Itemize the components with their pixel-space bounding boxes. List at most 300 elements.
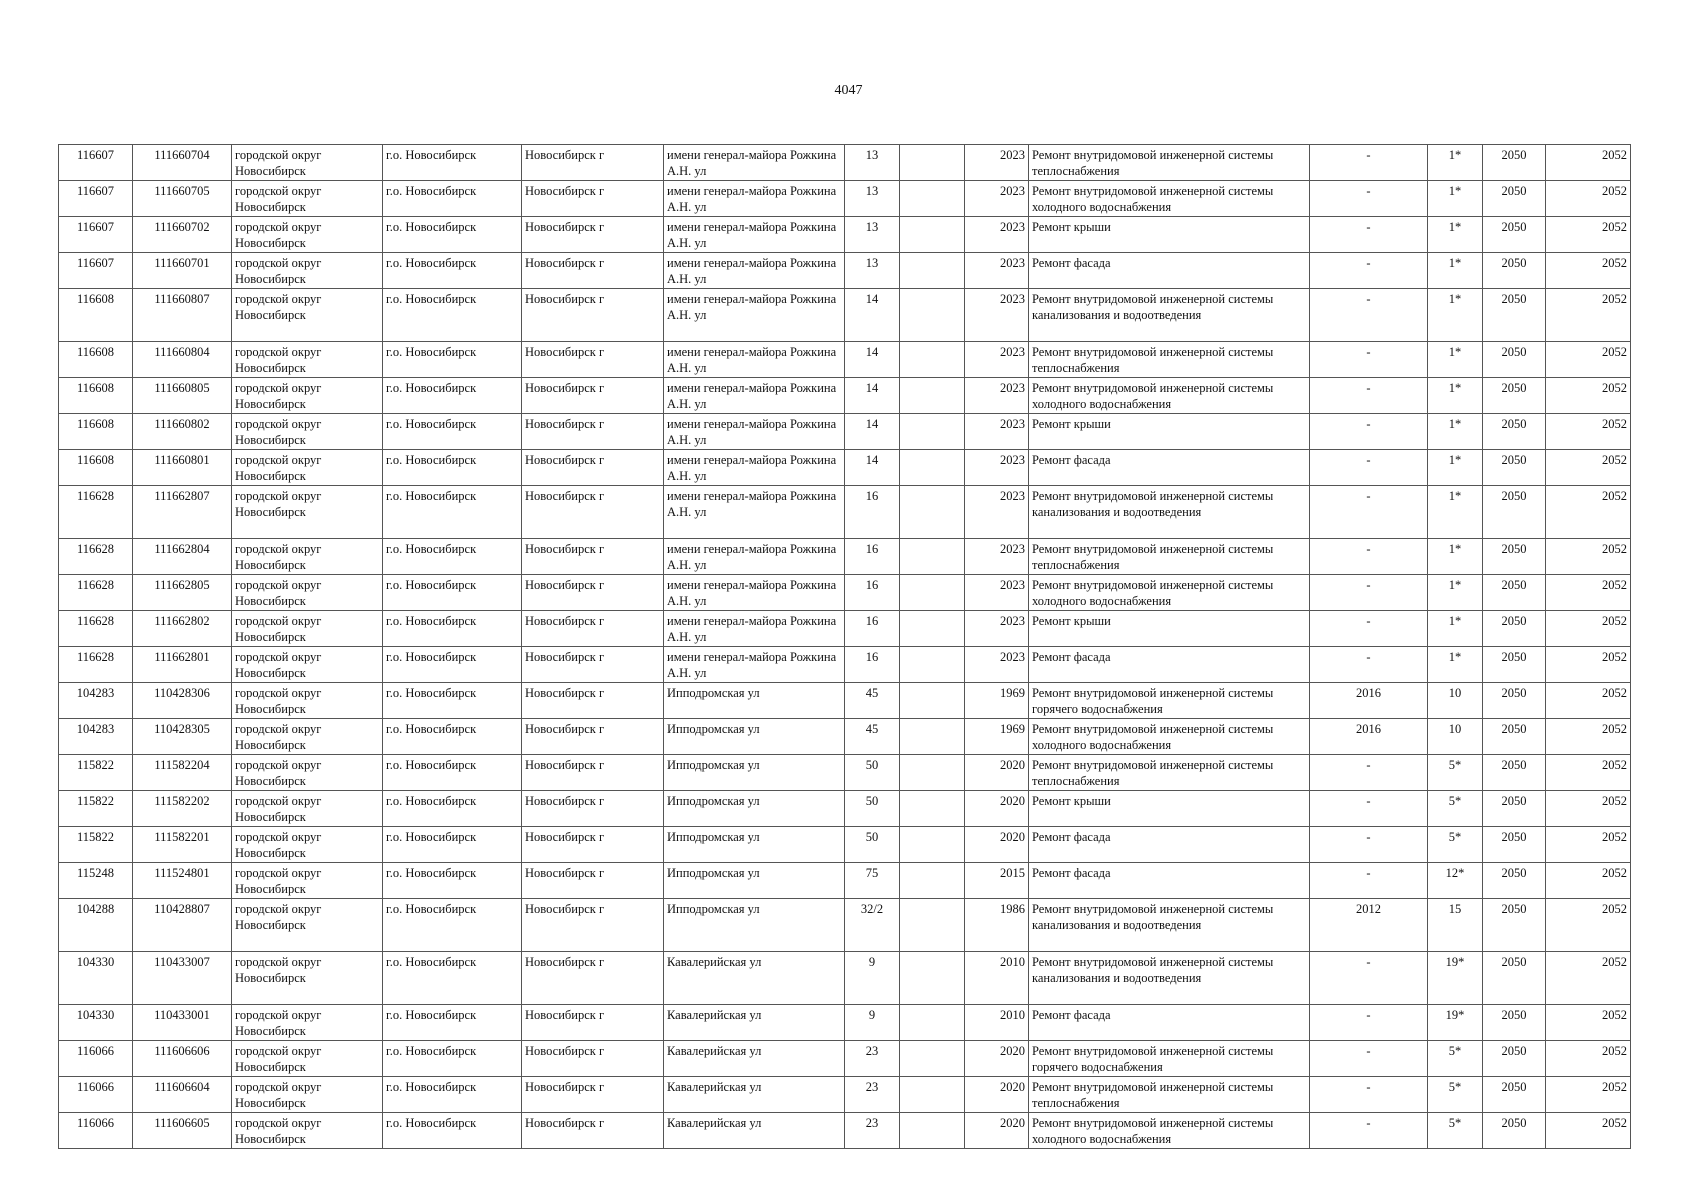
cell-code: 111660802 (133, 414, 232, 450)
cell-work-type: Ремонт внутридомовой инженерной системы теплоснабжения (1029, 1077, 1310, 1113)
cell-house: 16 (845, 647, 900, 683)
cell-year-built: 2023 (965, 145, 1029, 181)
cell-last-repair: 2016 (1310, 719, 1428, 755)
cell-id: 116607 (59, 253, 133, 289)
registry-body (59, 145, 1631, 1149)
cell-house: 75 (845, 863, 900, 899)
cell-street: Ипподромская ул (664, 863, 845, 899)
cell-street: Ипподромская ул (664, 791, 845, 827)
cell-work-type: Ремонт крыши (1029, 791, 1310, 827)
cell-plan-to: 2052 (1546, 575, 1631, 611)
table-row (59, 647, 1631, 683)
cell-value: 19* (1428, 952, 1483, 1005)
cell-street: имени генерал-майора Рожкина А.Н. ул (664, 289, 845, 342)
cell-municipality: городской округ Новосибирск (232, 755, 383, 791)
cell-year-built: 2023 (965, 342, 1029, 378)
cell-work-type: Ремонт внутридомовой инженерной системы холодного водоснабжения (1029, 719, 1310, 755)
cell-work-type: Ремонт фасада (1029, 450, 1310, 486)
cell-id: 104283 (59, 719, 133, 755)
cell-year-built: 2023 (965, 450, 1029, 486)
cell-work-type: Ремонт внутридомовой инженерной системы горячего водоснабжения (1029, 1041, 1310, 1077)
table-row (59, 1077, 1631, 1113)
cell-work-type: Ремонт фасада (1029, 253, 1310, 289)
cell-municipality: городской округ Новосибирск (232, 253, 383, 289)
cell-municipality: городской округ Новосибирск (232, 1041, 383, 1077)
cell-last-repair: - (1310, 253, 1428, 289)
cell-plan-to: 2052 (1546, 1005, 1631, 1041)
cell-municipality: городской округ Новосибирск (232, 342, 383, 378)
cell-work-type: Ремонт внутридомовой инженерной системы канализования и водоотведения (1029, 899, 1310, 952)
cell-plan-to: 2052 (1546, 719, 1631, 755)
table-row (59, 952, 1631, 1005)
cell-house: 13 (845, 253, 900, 289)
cell-last-repair: - (1310, 181, 1428, 217)
cell-municipality: городской округ Новосибирск (232, 1005, 383, 1041)
cell-plan-from: 2050 (1483, 253, 1546, 289)
cell-id: 116607 (59, 181, 133, 217)
cell-house: 50 (845, 827, 900, 863)
cell-code: 111662802 (133, 611, 232, 647)
cell-plan-from: 2050 (1483, 719, 1546, 755)
cell-plan-from: 2050 (1483, 1077, 1546, 1113)
cell-work-type: Ремонт внутридомовой инженерной системы теплоснабжения (1029, 755, 1310, 791)
cell-value: 1* (1428, 217, 1483, 253)
cell-plan-from: 2050 (1483, 575, 1546, 611)
cell-work-type: Ремонт фасада (1029, 863, 1310, 899)
cell-city: Новосибирск г (522, 899, 664, 952)
cell-year-built: 2020 (965, 1077, 1029, 1113)
cell-id: 116628 (59, 611, 133, 647)
cell-work-type: Ремонт внутридомовой инженерной системы холодного водоснабжения (1029, 575, 1310, 611)
cell-district: г.о. Новосибирск (383, 575, 522, 611)
table-row (59, 575, 1631, 611)
cell-municipality: городской округ Новосибирск (232, 378, 383, 414)
cell-year-built: 2023 (965, 575, 1029, 611)
cell-building (900, 952, 965, 1005)
cell-work-type: Ремонт внутридомовой инженерной системы теплоснабжения (1029, 342, 1310, 378)
cell-street: имени генерал-майора Рожкина А.Н. ул (664, 181, 845, 217)
cell-plan-to: 2052 (1546, 863, 1631, 899)
cell-plan-to: 2052 (1546, 217, 1631, 253)
cell-plan-from: 2050 (1483, 486, 1546, 539)
cell-id: 115822 (59, 755, 133, 791)
cell-code: 111582204 (133, 755, 232, 791)
cell-value: 1* (1428, 575, 1483, 611)
cell-code: 111660705 (133, 181, 232, 217)
table-row (59, 539, 1631, 575)
cell-code: 111660805 (133, 378, 232, 414)
cell-street: имени генерал-майора Рожкина А.Н. ул (664, 575, 845, 611)
cell-city: Новосибирск г (522, 1077, 664, 1113)
cell-plan-to: 2052 (1546, 1041, 1631, 1077)
cell-municipality: городской округ Новосибирск (232, 414, 383, 450)
table-row (59, 181, 1631, 217)
cell-plan-to: 2052 (1546, 827, 1631, 863)
cell-district: г.о. Новосибирск (383, 863, 522, 899)
cell-code: 111606604 (133, 1077, 232, 1113)
cell-plan-from: 2050 (1483, 342, 1546, 378)
cell-last-repair: 2016 (1310, 683, 1428, 719)
cell-year-built: 2010 (965, 952, 1029, 1005)
cell-city: Новосибирск г (522, 289, 664, 342)
cell-city: Новосибирск г (522, 683, 664, 719)
cell-district: г.о. Новосибирск (383, 145, 522, 181)
cell-plan-from: 2050 (1483, 450, 1546, 486)
cell-value: 5* (1428, 1041, 1483, 1077)
cell-plan-from: 2050 (1483, 791, 1546, 827)
cell-value: 1* (1428, 647, 1483, 683)
cell-value: 1* (1428, 378, 1483, 414)
cell-work-type: Ремонт фасада (1029, 1005, 1310, 1041)
cell-code: 110428807 (133, 899, 232, 952)
cell-plan-to: 2052 (1546, 289, 1631, 342)
cell-district: г.о. Новосибирск (383, 342, 522, 378)
cell-city: Новосибирск г (522, 217, 664, 253)
cell-municipality: городской округ Новосибирск (232, 952, 383, 1005)
cell-house: 23 (845, 1113, 900, 1149)
cell-house: 14 (845, 414, 900, 450)
cell-last-repair: - (1310, 1041, 1428, 1077)
cell-municipality: городской округ Новосибирск (232, 863, 383, 899)
cell-plan-from: 2050 (1483, 611, 1546, 647)
cell-code: 111660704 (133, 145, 232, 181)
table-row (59, 414, 1631, 450)
table-row (59, 611, 1631, 647)
cell-plan-to: 2052 (1546, 791, 1631, 827)
cell-year-built: 1969 (965, 683, 1029, 719)
cell-house: 23 (845, 1041, 900, 1077)
cell-code: 111662805 (133, 575, 232, 611)
cell-plan-from: 2050 (1483, 683, 1546, 719)
cell-municipality: городской округ Новосибирск (232, 899, 383, 952)
cell-building (900, 181, 965, 217)
cell-value: 1* (1428, 450, 1483, 486)
cell-year-built: 2023 (965, 217, 1029, 253)
cell-building (900, 145, 965, 181)
cell-year-built: 2023 (965, 647, 1029, 683)
cell-district: г.о. Новосибирск (383, 450, 522, 486)
cell-district: г.о. Новосибирск (383, 217, 522, 253)
table-row (59, 1041, 1631, 1077)
cell-last-repair: - (1310, 486, 1428, 539)
cell-plan-from: 2050 (1483, 647, 1546, 683)
cell-city: Новосибирск г (522, 647, 664, 683)
cell-house: 32/2 (845, 899, 900, 952)
cell-house: 14 (845, 378, 900, 414)
cell-city: Новосибирск г (522, 253, 664, 289)
cell-building (900, 719, 965, 755)
table-row (59, 145, 1631, 181)
cell-last-repair: - (1310, 539, 1428, 575)
cell-district: г.о. Новосибирск (383, 719, 522, 755)
table-row (59, 1113, 1631, 1149)
cell-city: Новосибирск г (522, 755, 664, 791)
cell-id: 116628 (59, 486, 133, 539)
cell-city: Новосибирск г (522, 414, 664, 450)
cell-code: 110433001 (133, 1005, 232, 1041)
cell-id: 116628 (59, 575, 133, 611)
cell-value: 10 (1428, 683, 1483, 719)
cell-plan-to: 2052 (1546, 611, 1631, 647)
cell-city: Новосибирск г (522, 539, 664, 575)
table-row (59, 450, 1631, 486)
cell-district: г.о. Новосибирск (383, 378, 522, 414)
cell-plan-to: 2052 (1546, 181, 1631, 217)
cell-work-type: Ремонт фасада (1029, 647, 1310, 683)
cell-code: 111662801 (133, 647, 232, 683)
cell-city: Новосибирск г (522, 145, 664, 181)
table-row (59, 378, 1631, 414)
cell-house: 13 (845, 145, 900, 181)
cell-work-type: Ремонт внутридомовой инженерной системы теплоснабжения (1029, 539, 1310, 575)
cell-year-built: 2020 (965, 1041, 1029, 1077)
cell-street: Кавалерийская ул (664, 952, 845, 1005)
cell-house: 16 (845, 575, 900, 611)
cell-house: 14 (845, 342, 900, 378)
cell-district: г.о. Новосибирск (383, 899, 522, 952)
table-row (59, 791, 1631, 827)
cell-plan-to: 2052 (1546, 378, 1631, 414)
cell-building (900, 342, 965, 378)
cell-district: г.о. Новосибирск (383, 1113, 522, 1149)
cell-code: 111660801 (133, 450, 232, 486)
cell-street: Кавалерийская ул (664, 1005, 845, 1041)
cell-plan-to: 2052 (1546, 1113, 1631, 1149)
cell-id: 116608 (59, 342, 133, 378)
cell-plan-from: 2050 (1483, 1113, 1546, 1149)
cell-street: имени генерал-майора Рожкина А.Н. ул (664, 342, 845, 378)
cell-plan-from: 2050 (1483, 181, 1546, 217)
cell-year-built: 2020 (965, 791, 1029, 827)
cell-district: г.о. Новосибирск (383, 827, 522, 863)
cell-value: 15 (1428, 899, 1483, 952)
cell-id: 116608 (59, 378, 133, 414)
cell-plan-from: 2050 (1483, 217, 1546, 253)
cell-plan-to: 2052 (1546, 342, 1631, 378)
cell-plan-to: 2052 (1546, 755, 1631, 791)
cell-code: 110428306 (133, 683, 232, 719)
cell-last-repair: - (1310, 145, 1428, 181)
cell-work-type: Ремонт фасада (1029, 827, 1310, 863)
cell-code: 111582202 (133, 791, 232, 827)
cell-last-repair: - (1310, 647, 1428, 683)
cell-city: Новосибирск г (522, 1005, 664, 1041)
cell-plan-from: 2050 (1483, 1005, 1546, 1041)
cell-street: имени генерал-майора Рожкина А.Н. ул (664, 486, 845, 539)
cell-value: 1* (1428, 486, 1483, 539)
cell-house: 9 (845, 1005, 900, 1041)
cell-id: 116607 (59, 217, 133, 253)
cell-last-repair: - (1310, 1077, 1428, 1113)
cell-municipality: городской округ Новосибирск (232, 486, 383, 539)
cell-year-built: 2015 (965, 863, 1029, 899)
cell-plan-to: 2052 (1546, 450, 1631, 486)
cell-plan-from: 2050 (1483, 145, 1546, 181)
cell-plan-to: 2052 (1546, 539, 1631, 575)
cell-value: 5* (1428, 827, 1483, 863)
cell-district: г.о. Новосибирск (383, 791, 522, 827)
cell-id: 104330 (59, 1005, 133, 1041)
cell-id: 116066 (59, 1041, 133, 1077)
table-row (59, 827, 1631, 863)
cell-municipality: городской округ Новосибирск (232, 575, 383, 611)
cell-house: 45 (845, 683, 900, 719)
registry-table (58, 144, 1631, 1149)
cell-building (900, 539, 965, 575)
cell-work-type: Ремонт внутридомовой инженерной системы канализования и водоотведения (1029, 289, 1310, 342)
cell-last-repair: - (1310, 575, 1428, 611)
cell-id: 116066 (59, 1113, 133, 1149)
cell-building (900, 289, 965, 342)
cell-building (900, 414, 965, 450)
cell-code: 111660701 (133, 253, 232, 289)
cell-street: имени генерал-майора Рожкина А.Н. ул (664, 378, 845, 414)
cell-id: 115822 (59, 791, 133, 827)
cell-street: имени генерал-майора Рожкина А.Н. ул (664, 253, 845, 289)
cell-building (900, 1113, 965, 1149)
cell-plan-from: 2050 (1483, 289, 1546, 342)
table-row (59, 683, 1631, 719)
cell-street: имени генерал-майора Рожкина А.Н. ул (664, 611, 845, 647)
cell-id: 116628 (59, 647, 133, 683)
cell-value: 1* (1428, 539, 1483, 575)
cell-code: 110428305 (133, 719, 232, 755)
cell-building (900, 611, 965, 647)
cell-municipality: городской округ Новосибирск (232, 683, 383, 719)
table-row (59, 289, 1631, 342)
cell-plan-from: 2050 (1483, 827, 1546, 863)
table-row (59, 755, 1631, 791)
cell-district: г.о. Новосибирск (383, 289, 522, 342)
cell-plan-to: 2052 (1546, 1077, 1631, 1113)
cell-code: 111660807 (133, 289, 232, 342)
cell-last-repair: - (1310, 1005, 1428, 1041)
cell-district: г.о. Новосибирск (383, 1041, 522, 1077)
cell-municipality: городской округ Новосибирск (232, 647, 383, 683)
cell-municipality: городской округ Новосибирск (232, 289, 383, 342)
cell-last-repair: - (1310, 1113, 1428, 1149)
cell-building (900, 791, 965, 827)
cell-value: 1* (1428, 181, 1483, 217)
cell-year-built: 2023 (965, 539, 1029, 575)
cell-id: 115822 (59, 827, 133, 863)
cell-municipality: городской округ Новосибирск (232, 719, 383, 755)
cell-house: 16 (845, 486, 900, 539)
table-row (59, 486, 1631, 539)
cell-year-built: 1969 (965, 719, 1029, 755)
cell-municipality: городской округ Новосибирск (232, 539, 383, 575)
cell-value: 1* (1428, 253, 1483, 289)
cell-house: 23 (845, 1077, 900, 1113)
cell-street: Кавалерийская ул (664, 1041, 845, 1077)
cell-work-type: Ремонт внутридомовой инженерной системы холодного водоснабжения (1029, 1113, 1310, 1149)
cell-plan-from: 2050 (1483, 539, 1546, 575)
cell-building (900, 486, 965, 539)
cell-house: 16 (845, 539, 900, 575)
cell-street: Ипподромская ул (664, 755, 845, 791)
cell-work-type: Ремонт крыши (1029, 217, 1310, 253)
cell-street: Кавалерийская ул (664, 1113, 845, 1149)
page-number: 4047 (834, 83, 863, 98)
cell-building (900, 1041, 965, 1077)
cell-id: 116607 (59, 145, 133, 181)
cell-work-type: Ремонт внутридомовой инженерной системы холодного водоснабжения (1029, 378, 1310, 414)
cell-municipality: городской округ Новосибирск (232, 217, 383, 253)
cell-municipality: городской округ Новосибирск (232, 611, 383, 647)
cell-city: Новосибирск г (522, 486, 664, 539)
cell-street: имени генерал-майора Рожкина А.Н. ул (664, 539, 845, 575)
cell-last-repair: - (1310, 952, 1428, 1005)
cell-plan-to: 2052 (1546, 952, 1631, 1005)
cell-municipality: городской округ Новосибирск (232, 791, 383, 827)
cell-year-built: 2020 (965, 755, 1029, 791)
cell-code: 111662807 (133, 486, 232, 539)
cell-id: 115248 (59, 863, 133, 899)
cell-city: Новосибирск г (522, 952, 664, 1005)
cell-last-repair: - (1310, 414, 1428, 450)
cell-house: 16 (845, 611, 900, 647)
cell-plan-to: 2052 (1546, 899, 1631, 952)
cell-house: 50 (845, 755, 900, 791)
cell-work-type: Ремонт внутридомовой инженерной системы канализования и водоотведения (1029, 952, 1310, 1005)
cell-code: 111660702 (133, 217, 232, 253)
cell-municipality: городской округ Новосибирск (232, 1113, 383, 1149)
cell-work-type: Ремонт внутридомовой инженерной системы канализования и водоотведения (1029, 486, 1310, 539)
cell-year-built: 2023 (965, 289, 1029, 342)
cell-city: Новосибирск г (522, 342, 664, 378)
cell-district: г.о. Новосибирск (383, 683, 522, 719)
cell-district: г.о. Новосибирск (383, 486, 522, 539)
cell-last-repair: - (1310, 755, 1428, 791)
cell-code: 111606605 (133, 1113, 232, 1149)
cell-work-type: Ремонт внутридомовой инженерной системы горячего водоснабжения (1029, 683, 1310, 719)
cell-building (900, 1077, 965, 1113)
cell-id: 104283 (59, 683, 133, 719)
cell-plan-from: 2050 (1483, 1041, 1546, 1077)
cell-district: г.о. Новосибирск (383, 611, 522, 647)
cell-last-repair: - (1310, 611, 1428, 647)
cell-plan-to: 2052 (1546, 683, 1631, 719)
cell-work-type: Ремонт внутридомовой инженерной системы холодного водоснабжения (1029, 181, 1310, 217)
cell-plan-to: 2052 (1546, 486, 1631, 539)
cell-street: имени генерал-майора Рожкина А.Н. ул (664, 414, 845, 450)
cell-city: Новосибирск г (522, 378, 664, 414)
cell-value: 1* (1428, 145, 1483, 181)
cell-code: 111662804 (133, 539, 232, 575)
cell-year-built: 2023 (965, 611, 1029, 647)
cell-city: Новосибирск г (522, 719, 664, 755)
cell-code: 111606606 (133, 1041, 232, 1077)
cell-year-built: 2020 (965, 827, 1029, 863)
cell-id: 104288 (59, 899, 133, 952)
cell-district: г.о. Новосибирск (383, 647, 522, 683)
cell-value: 5* (1428, 1113, 1483, 1149)
cell-city: Новосибирск г (522, 1041, 664, 1077)
cell-city: Новосибирск г (522, 181, 664, 217)
cell-district: г.о. Новосибирск (383, 253, 522, 289)
cell-plan-from: 2050 (1483, 952, 1546, 1005)
cell-street: Ипподромская ул (664, 899, 845, 952)
cell-city: Новосибирск г (522, 827, 664, 863)
cell-building (900, 575, 965, 611)
cell-street: имени генерал-майора Рожкина А.Н. ул (664, 145, 845, 181)
cell-value: 12* (1428, 863, 1483, 899)
cell-work-type: Ремонт крыши (1029, 611, 1310, 647)
cell-last-repair: - (1310, 217, 1428, 253)
cell-value: 5* (1428, 1077, 1483, 1113)
cell-city: Новосибирск г (522, 575, 664, 611)
cell-value: 19* (1428, 1005, 1483, 1041)
